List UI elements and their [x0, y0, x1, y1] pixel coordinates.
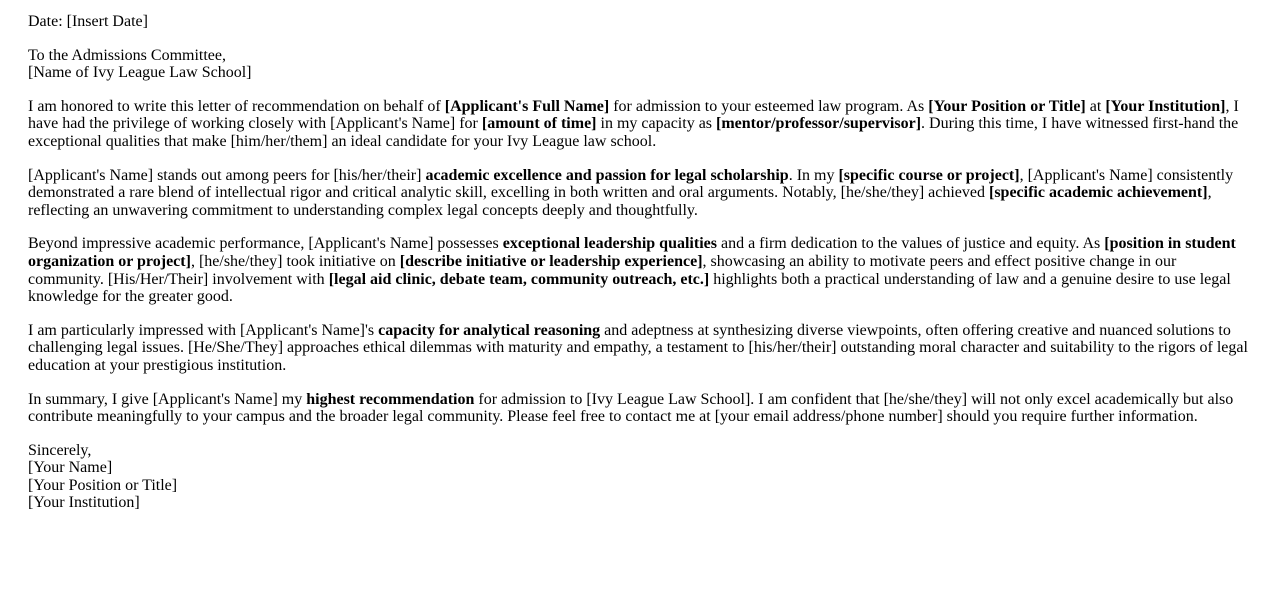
letter-text-run: Date: [Insert Date]	[28, 13, 148, 30]
letter-text-run: I am particularly impressed with [Applicant's Name]'s	[28, 321, 379, 339]
letter-text-run: Beyond impressive academic performance, [Applicant's Name] possesses	[28, 235, 503, 253]
bold-placeholder-text: [mentor/professor/supervisor]	[716, 115, 922, 133]
letter-text-run: Sincerely,	[28, 441, 92, 459]
letter-text-run: , showcasing an ability to motivate peers and effect positive change in our community. [His/Her/Their] involvement with	[28, 252, 1177, 288]
letter-text-run: . In my	[788, 166, 839, 184]
letter-text-run: , [Applicant's Name] consistently demonstrated a rare blend of intellectual rigor and critical analytic skill, excelling in both written and oral arguments. Notably, [he/she/they] achieved	[28, 166, 1234, 202]
letter-text-run: [Your Position or Title]	[28, 476, 178, 494]
bold-placeholder-text: [specific academic achievement]	[989, 184, 1208, 202]
letter-text-run: , reflecting an unwavering commitment to understanding complex legal concepts deeply and thoughtfully.	[28, 184, 1212, 219]
paragraph-leadership	[28, 235, 1250, 305]
bold-placeholder-text: [legal aid clinic, debate team, community outreach, etc.]	[328, 270, 710, 288]
letter-text-run: , I have had the privilege of working closely with [Applicant's Name] for	[28, 97, 1239, 133]
bold-placeholder-text: academic excellence and passion for legal scholarship	[425, 166, 789, 184]
bold-placeholder-text: exceptional leadership qualities	[502, 235, 717, 253]
letter-text-run: in my capacity as	[596, 115, 717, 133]
letter-text-run: [Your Name]	[28, 459, 113, 477]
letter-text-run: [Name of Ivy League Law School]	[28, 64, 252, 82]
letter-text-run: I am honored to write this letter of recommendation on behalf of	[28, 97, 445, 115]
bold-placeholder-text: [position in student organization or project]	[28, 235, 1236, 270]
paragraph-analytical-reasoning	[28, 322, 1250, 375]
bold-placeholder-text: [Applicant's Full Name]	[444, 97, 610, 115]
paragraph-academic-excellence	[28, 167, 1250, 220]
bold-placeholder-text: [describe initiative or leadership experience]	[399, 252, 703, 270]
bold-placeholder-text: [amount of time]	[481, 115, 597, 133]
bold-placeholder-text: highest recommendation	[306, 390, 475, 408]
letter-text-run: for admission to your esteemed law program. As	[609, 97, 929, 115]
letter-text-run: at	[1085, 97, 1106, 115]
letter-text-run: highlights both a practical understanding of law and a genuine desire to use legal knowledge for the greater good.	[28, 270, 1231, 306]
bold-placeholder-text: [Your Position or Title]	[928, 97, 1086, 115]
letter-text-run: and a firm dedication to the values of justice and equity. As	[716, 235, 1105, 253]
paragraph-introduction	[28, 98, 1250, 151]
letter-text-run: To the Admissions Committee,	[28, 46, 226, 64]
recipient-block	[28, 47, 1250, 82]
letter-text-run: [Your Institution]	[28, 494, 140, 512]
signature-block	[28, 442, 1250, 512]
date-line	[28, 13, 1250, 31]
letter-text-run: for admission to [Ivy League Law School]. I am confident that [he/she/they] will not only excel academically but also contribute meaningfully to your campus and the broader legal community. Please feel free to contact me at [your email address/phone number] should you require further information.	[28, 390, 1234, 426]
paragraph-summary	[28, 391, 1250, 426]
letter-text-run: [Applicant's Name] stands out among peers for [his/her/their]	[28, 166, 426, 184]
letter-text-run: . During this time, I have witnessed first-hand the exceptional qualities that make [him/her/them] an ideal candidate for your Ivy League law school.	[28, 115, 1239, 150]
bold-placeholder-text: [specific course or project]	[838, 166, 1020, 184]
letter-text-run: In summary, I give [Applicant's Name] my	[28, 390, 307, 408]
letter-text-run: , [he/she/they] took initiative on	[190, 252, 400, 270]
bold-placeholder-text: [Your Institution]	[1105, 97, 1226, 115]
bold-placeholder-text: capacity for analytical reasoning	[378, 321, 601, 339]
letter-text-run: and adeptness at synthesizing diverse viewpoints, often offering creative and nuanced solutions to challenging legal issues. [He/She/They] approaches ethical dilemmas with maturity and empathy, a testament to [his/her/their] outstanding moral character and suitability to the rigors of legal education at your prestigious institution.	[28, 321, 1248, 374]
